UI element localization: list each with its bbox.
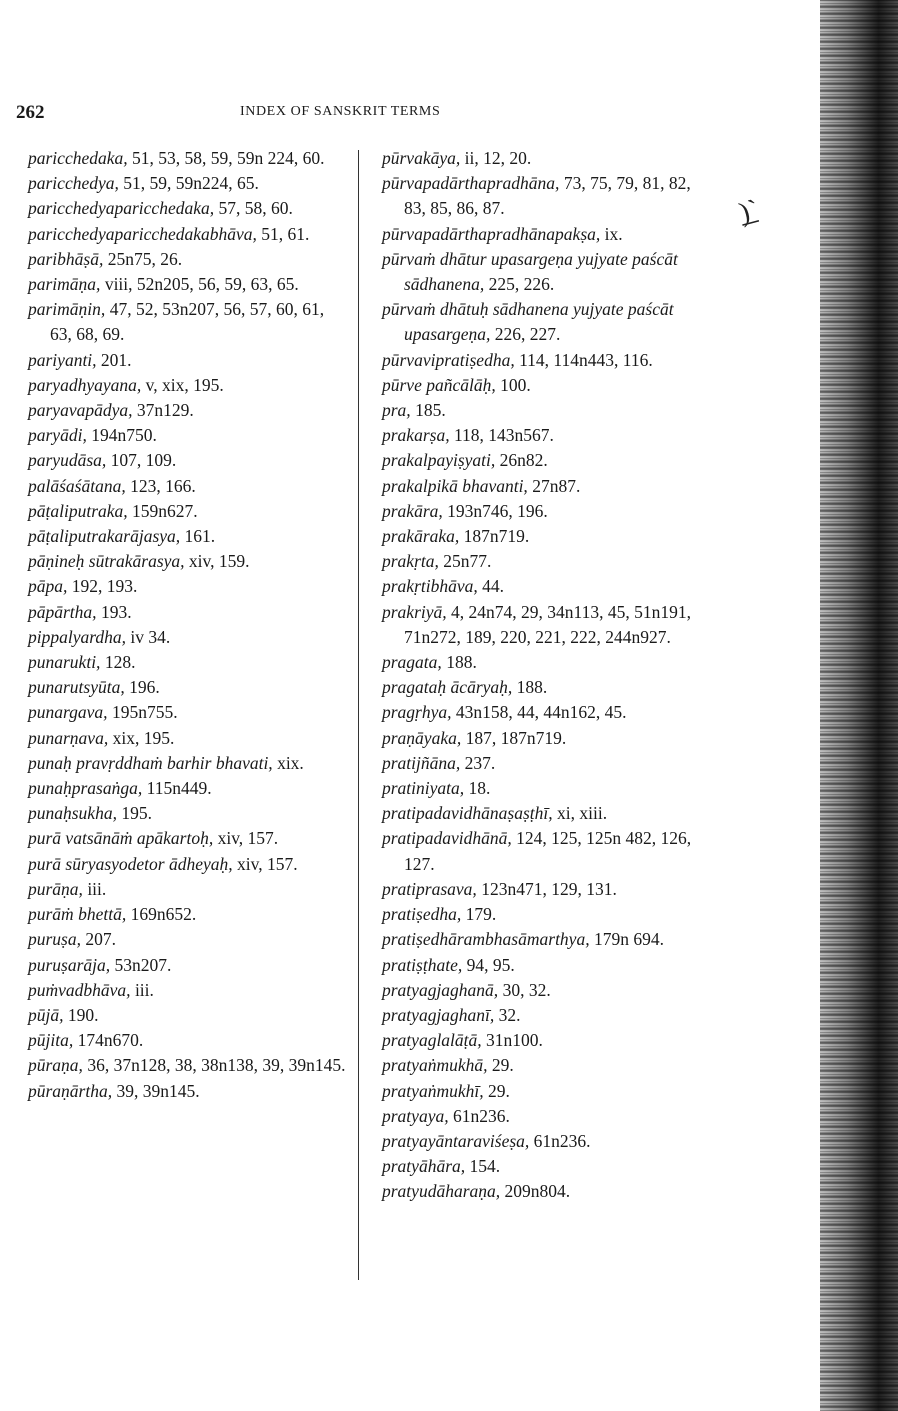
index-term: punargava,	[28, 702, 108, 723]
index-entry	[382, 448, 712, 473]
index-entry	[382, 1028, 712, 1053]
index-term: paryudāsa,	[28, 450, 107, 471]
index-term: puruṣarāja,	[28, 954, 111, 975]
index-references: 190.	[63, 1004, 99, 1025]
index-term: paricchedya,	[28, 173, 119, 194]
index-term: pūrvaṁ dhātur upasargeṇa yujyate paścāt sādhanena,	[382, 248, 678, 295]
index-references: 107, 109.	[106, 450, 177, 471]
index-references: 154.	[465, 1156, 501, 1177]
index-term: pūrve pañcālāḥ,	[382, 374, 496, 395]
index-term: pratyaṅmukhā,	[382, 1055, 488, 1076]
index-column-left	[28, 146, 348, 1104]
index-term: pratipadavidhānaṣaṣṭhī,	[382, 803, 553, 824]
index-entry	[28, 726, 348, 751]
index-term: pratyayāntaraviśeṣa,	[382, 1130, 530, 1151]
index-entry	[28, 398, 348, 423]
index-entry	[28, 700, 348, 725]
index-term: pragṛhya,	[382, 702, 452, 723]
index-entry	[382, 927, 712, 952]
index-term: purāṇa,	[28, 878, 83, 899]
index-references: 193.	[96, 601, 132, 622]
index-references: 187, 187n719.	[461, 727, 567, 748]
index-references: 26n82.	[495, 450, 548, 471]
index-term: prakalpikā bhavanti,	[382, 475, 528, 496]
index-references: 100.	[495, 374, 531, 395]
running-title: INDEX OF SANSKRIT TERMS	[240, 104, 441, 119]
index-term: pratiprasava,	[382, 878, 477, 899]
index-term: puruṣa,	[28, 929, 81, 950]
index-term: pāpārtha,	[28, 601, 97, 622]
index-references: 207.	[81, 929, 116, 950]
index-references: 44.	[477, 576, 505, 597]
index-entry	[28, 423, 348, 448]
index-references: 187n719.	[459, 526, 530, 547]
index-references: 174n670.	[73, 1030, 144, 1051]
index-references: 185.	[410, 400, 446, 421]
index-term: prakāraka,	[382, 526, 460, 547]
index-references: 226, 227.	[490, 324, 561, 345]
index-term: pratijñāna,	[382, 752, 461, 773]
index-term: pratyudāharaṇa,	[382, 1181, 501, 1202]
index-entry	[28, 650, 348, 675]
index-entry	[382, 751, 712, 776]
index-references: 188.	[512, 677, 548, 698]
index-entry	[28, 222, 348, 247]
index-entry	[382, 549, 712, 574]
index-entry	[382, 700, 712, 725]
index-references: xi, xiii.	[552, 803, 608, 824]
index-entry	[382, 423, 712, 448]
index-references: 57, 58, 60.	[214, 198, 293, 219]
index-term: pratiṣedhārambhasāmarthya,	[382, 929, 590, 950]
index-entry	[28, 675, 348, 700]
index-term: pratyagjaghanī,	[382, 1004, 495, 1025]
index-term: purāṁ bhettā,	[28, 904, 127, 925]
index-references: 114, 114n443, 116.	[514, 349, 653, 370]
index-references: xiv, 157.	[232, 853, 298, 874]
index-entry	[28, 474, 348, 499]
index-entry	[28, 171, 348, 196]
index-entry	[28, 1053, 348, 1078]
index-references: 47, 52, 53n207, 56, 57, 60, 61, 63, 68, 69.	[50, 299, 325, 345]
index-references: 51, 53, 58, 59, 59n 224, 60.	[127, 148, 325, 168]
index-term: paryavapādya,	[28, 400, 133, 421]
index-entry	[28, 978, 348, 1003]
index-entry	[382, 348, 712, 373]
index-references: 196.	[124, 677, 160, 698]
index-entry	[382, 1154, 712, 1179]
index-references: 118, 143n567.	[449, 425, 554, 446]
index-entry	[28, 826, 348, 851]
index-term: pāpa,	[28, 576, 68, 597]
index-references: 192, 193.	[67, 576, 138, 597]
index-entry	[382, 953, 712, 978]
index-term: pūrvapadārthapradhāna,	[382, 173, 560, 194]
index-term: pratyāhāra,	[382, 1156, 466, 1177]
index-entry	[382, 826, 712, 876]
index-term: pūraṇa,	[28, 1055, 83, 1076]
index-references: 43n158, 44, 44n162, 45.	[451, 702, 627, 723]
index-entry	[28, 953, 348, 978]
index-entry	[28, 1028, 348, 1053]
index-term: pāṭaliputraka,	[28, 500, 128, 521]
index-term: pāṇineḥ sūtrakārasya,	[28, 551, 185, 572]
index-references: 61n236.	[529, 1130, 591, 1151]
index-entry	[382, 297, 712, 347]
index-entry	[28, 1003, 348, 1028]
index-references: 179n 694.	[589, 929, 664, 950]
index-term: praṇāyaka,	[382, 727, 462, 748]
index-references: 237.	[460, 752, 496, 773]
index-entry	[382, 474, 712, 499]
index-references: 53n207.	[110, 954, 172, 975]
index-entry	[382, 650, 712, 675]
index-entry	[382, 222, 712, 247]
index-references: 225, 226.	[484, 274, 555, 295]
column-divider	[358, 150, 359, 1280]
index-entry	[382, 801, 712, 826]
index-term: pūrvakāya,	[382, 148, 461, 168]
index-references: 29.	[483, 1080, 510, 1101]
index-entry	[382, 902, 712, 927]
index-references: 194n750.	[86, 425, 157, 446]
index-references: v, xix, 195.	[141, 374, 224, 395]
index-term: pūraṇārtha,	[28, 1080, 113, 1101]
index-entry	[382, 499, 712, 524]
index-term: paricchedyaparicchedakabhāva,	[28, 223, 257, 244]
index-entry	[28, 600, 348, 625]
index-term: paricchedyaparicchedaka,	[28, 198, 215, 219]
index-references: 161.	[180, 526, 216, 547]
index-references: 61n236.	[448, 1105, 510, 1126]
index-references: iii.	[130, 979, 154, 1000]
index-entry	[28, 574, 348, 599]
index-references: 123, 166.	[125, 475, 196, 496]
index-term: pratyaya,	[382, 1105, 449, 1126]
index-references: 73, 75, 79, 81, 82, 83, 85, 86, 87.	[404, 173, 691, 219]
index-term: pratipadavidhānā,	[382, 828, 512, 849]
index-term: punarutsyūta,	[28, 677, 125, 698]
index-references: 188.	[441, 652, 477, 673]
index-entry	[382, 1079, 712, 1104]
index-term: punarukti,	[28, 652, 101, 673]
index-entry	[28, 927, 348, 952]
index-references: iii.	[82, 878, 107, 899]
index-term: pratyagjaghanā,	[382, 979, 499, 1000]
index-references: 195n755.	[107, 702, 178, 723]
index-references: 201.	[96, 349, 132, 370]
index-entry	[28, 1079, 348, 1104]
index-entry	[28, 348, 348, 373]
index-term: paryadhyayana,	[28, 374, 142, 395]
index-references: 128.	[100, 652, 136, 673]
index-term: pratiniyata,	[382, 778, 465, 799]
index-entry	[28, 272, 348, 297]
index-entry	[382, 675, 712, 700]
index-term: prakṛtibhāva,	[382, 576, 478, 597]
index-term: puṁvadbhāva,	[28, 979, 131, 1000]
index-entry	[28, 448, 348, 473]
index-references: 27n87.	[527, 475, 581, 496]
index-term: pūjā,	[28, 1004, 64, 1025]
index-term: pariyanti,	[28, 349, 97, 370]
index-entry	[382, 574, 712, 599]
index-term: punaḥ pravṛddhaṁ barhir bhavati,	[28, 752, 273, 773]
index-references: xix, 195.	[108, 727, 175, 748]
index-references: 30, 32.	[498, 979, 551, 1000]
index-entry	[28, 146, 348, 171]
index-references: iv 34.	[126, 626, 171, 647]
index-entry	[382, 1003, 712, 1028]
index-entry	[28, 373, 348, 398]
index-references: 31n100.	[481, 1030, 543, 1051]
index-references: 25n77.	[438, 551, 492, 572]
index-entry	[382, 373, 712, 398]
index-references: 209n804.	[500, 1181, 571, 1202]
margin-pencil-mark: ͟)ˋ	[736, 194, 763, 229]
index-references: xiv, 157.	[213, 828, 279, 849]
index-entry	[28, 852, 348, 877]
index-entry	[28, 524, 348, 549]
index-entry	[28, 625, 348, 650]
index-term: pratiṣṭhate,	[382, 954, 463, 975]
index-term: pāṭaliputrakarājasya,	[28, 526, 181, 547]
index-entry	[28, 297, 348, 347]
index-references: 32.	[494, 1004, 521, 1025]
index-entry	[382, 1129, 712, 1154]
index-term: pippalyardha,	[28, 626, 127, 647]
index-references: 193n746, 196.	[442, 500, 548, 521]
index-entry	[382, 524, 712, 549]
index-references: 37n129.	[132, 400, 194, 421]
index-references: 51, 59, 59n224, 65.	[118, 173, 259, 194]
index-references: 179.	[461, 904, 497, 925]
index-term: parimāṇin,	[28, 299, 106, 320]
index-entry	[28, 549, 348, 574]
index-references: 29.	[487, 1055, 514, 1076]
index-term: pūjita,	[28, 1030, 74, 1051]
index-entry	[382, 726, 712, 751]
index-entry	[28, 877, 348, 902]
index-entry	[28, 247, 348, 272]
index-term: pratyaglalāṭā,	[382, 1030, 482, 1051]
page-number: 262	[16, 102, 45, 123]
index-references: 51, 61.	[256, 223, 310, 244]
index-term: purā vatsānāṁ apākartoḥ,	[28, 828, 214, 849]
index-entry	[28, 776, 348, 801]
index-term: purā sūryasyodetor ādheyaḥ,	[28, 853, 233, 874]
index-references: 169n652.	[126, 904, 197, 925]
index-entry	[28, 801, 348, 826]
index-references: xix.	[272, 752, 304, 773]
index-term: pragataḥ ācāryaḥ,	[382, 677, 513, 698]
index-entry	[28, 499, 348, 524]
index-entry	[382, 877, 712, 902]
index-term: palāśaśātana,	[28, 475, 126, 496]
index-column-right	[382, 146, 712, 1205]
index-term: paricchedaka,	[28, 148, 128, 168]
index-entry	[28, 751, 348, 776]
index-references: 18.	[464, 778, 491, 799]
index-entry	[382, 247, 712, 297]
index-term: pūrvaṁ dhātuḥ sādhanena yujyate paścāt upasargeṇa,	[382, 299, 674, 345]
index-entry	[28, 196, 348, 221]
index-term: punarṇava,	[28, 727, 109, 748]
index-references: xiv, 159.	[184, 551, 250, 572]
index-term: paribhāṣā,	[28, 248, 104, 269]
scanned-page-edge	[820, 0, 898, 1411]
index-references: 25n75, 26.	[103, 248, 183, 269]
index-entry	[28, 902, 348, 927]
index-references: 94, 95.	[462, 954, 515, 975]
index-term: pūrvapadārthapradhānapakṣa,	[382, 223, 601, 244]
index-term: pūrvavipratiṣedha,	[382, 349, 515, 370]
index-term: paryādi,	[28, 425, 87, 446]
index-entry	[382, 1053, 712, 1078]
index-entry	[382, 146, 712, 171]
index-references: 115n449.	[142, 778, 212, 799]
index-references: 123n471, 129, 131.	[476, 878, 617, 899]
index-entry	[382, 1179, 712, 1204]
index-entry	[382, 1104, 712, 1129]
index-term: pratiṣedha,	[382, 904, 462, 925]
index-entry	[382, 978, 712, 1003]
index-references: viii, 52n205, 56, 59, 63, 65.	[100, 274, 299, 295]
index-references: 39, 39n145.	[112, 1080, 200, 1101]
index-references: 195.	[116, 803, 152, 824]
index-references: ii, 12, 20.	[460, 148, 532, 168]
index-term: prakalpayiṣyati,	[382, 450, 496, 471]
index-references: 159n627.	[127, 500, 198, 521]
index-references: 36, 37n128, 38, 38n138, 39, 39n145.	[82, 1055, 346, 1076]
index-term: prakṛta,	[382, 551, 439, 572]
index-entry	[382, 776, 712, 801]
index-entry	[382, 398, 712, 423]
index-term: pratyaṅmukhī,	[382, 1080, 484, 1101]
index-references: ix.	[600, 223, 623, 244]
index-term: pragata,	[382, 652, 442, 673]
index-term: punaḥprasaṅga,	[28, 778, 143, 799]
index-references: 124, 125, 125n 482, 126, 127.	[404, 828, 692, 874]
index-entry	[382, 171, 712, 221]
index-entry	[382, 600, 712, 650]
index-term: prakāra,	[382, 500, 443, 521]
index-references: 4, 24n74, 29, 34n113, 45, 51n191, 71n272, 189, 220, 221, 222, 244n927.	[404, 601, 692, 647]
index-term: pra,	[382, 400, 411, 421]
index-term: parimāṇa,	[28, 274, 101, 295]
index-term: prakarṣa,	[382, 425, 450, 446]
index-term: prakriyā,	[382, 601, 447, 622]
index-term: punaḥsukha,	[28, 803, 117, 824]
